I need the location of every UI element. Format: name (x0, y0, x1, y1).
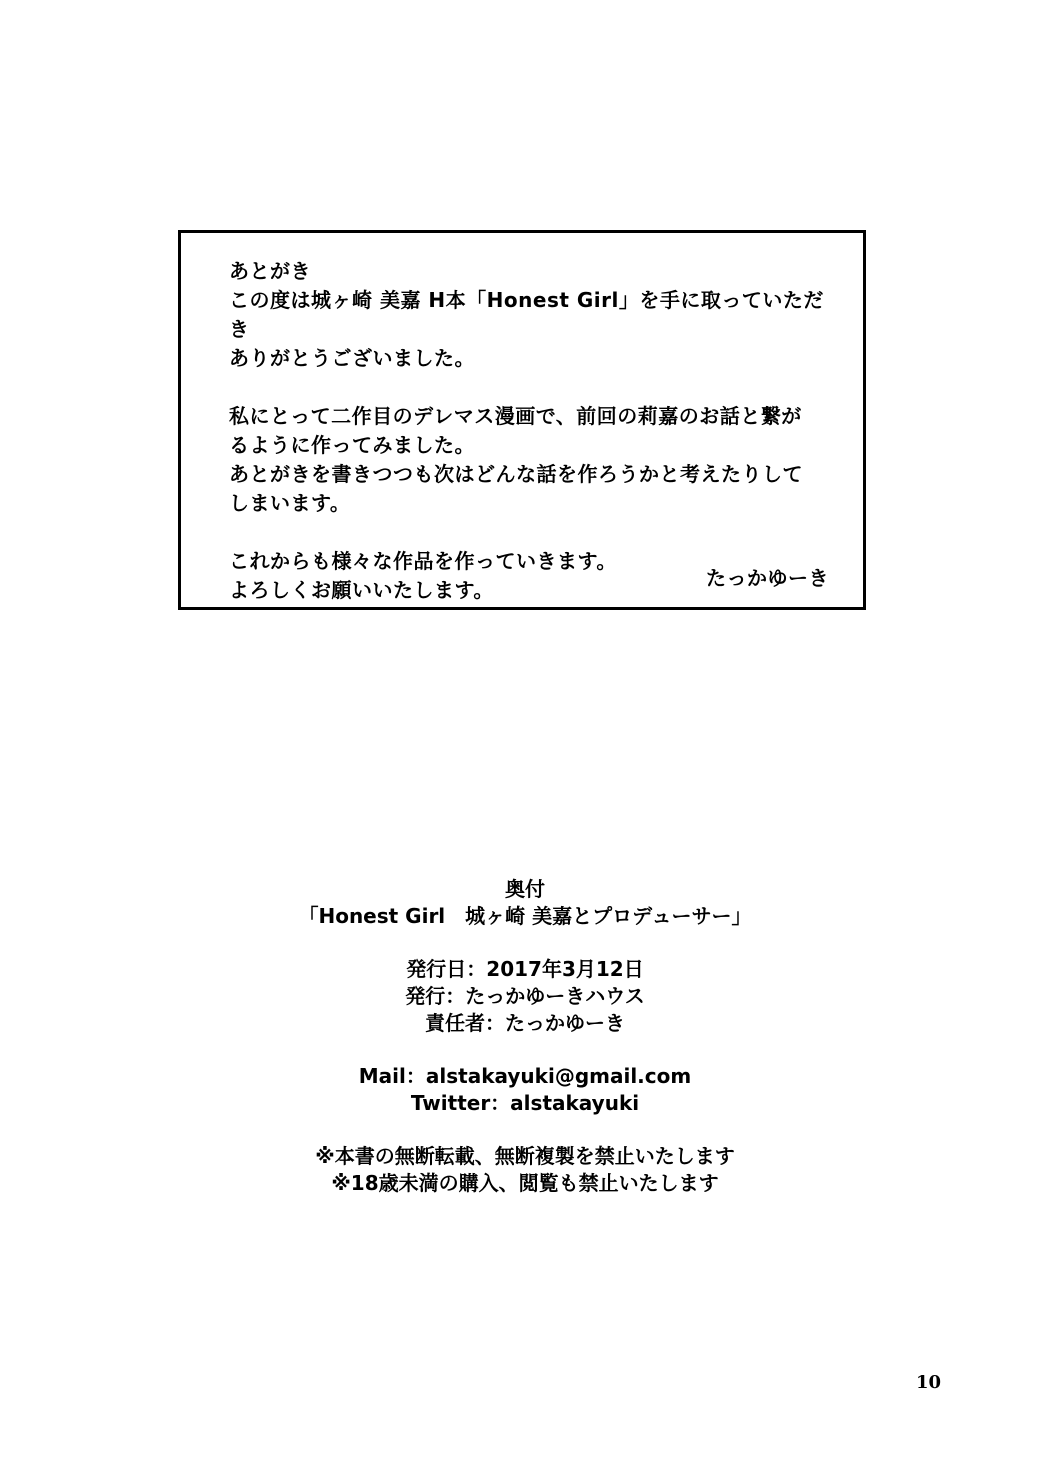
afterword-text (229, 257, 839, 605)
afterword-line: 私にとって二作目のデレマス漫画で、前回の莉嘉のお話と繋が (229, 404, 802, 428)
contact-mail: Mail：alstakayuki@gmail.com (358, 1064, 692, 1088)
colophon (0, 876, 1050, 1197)
colophon-gap (0, 930, 1050, 956)
contact-twitter: Twitter：alstakayuki (410, 1091, 640, 1115)
colophon-title: 「Honest Girl 城ヶ崎 美嘉とプロデューサー」 (298, 904, 752, 928)
publish-date: 発行日：2017年3月12日 (406, 957, 644, 981)
paragraph-gap (229, 518, 839, 547)
afterword-line: この度は城ヶ崎 美嘉 H本「Honest Girl」を手に取っていただき (229, 288, 824, 341)
afterword-signature: たっかゆーき (706, 566, 829, 590)
afterword-line: るように作ってみました。 (229, 433, 475, 457)
age-restriction-notice: ※18歳未満の購入、閲覧も禁止いたします (331, 1171, 719, 1195)
page-number: 10 (916, 1372, 942, 1393)
publisher: 発行：たっかゆーきハウス (405, 984, 645, 1008)
paragraph-gap (229, 373, 839, 402)
afterword-line: よろしくお願いいたします。 (229, 578, 494, 602)
colophon-gap (0, 1117, 1050, 1143)
colophon-gap (0, 1037, 1050, 1063)
colophon-heading: 奥付 (505, 877, 545, 901)
afterword-box (178, 230, 866, 610)
copyright-notice: ※本書の無断転載、無断複製を禁止いたします (315, 1144, 735, 1168)
afterword-line: これからも様々な作品を作っていきます。 (229, 549, 617, 573)
afterword-heading: あとがき (229, 259, 311, 283)
responsible-person: 責任者：たっかゆーき (425, 1011, 625, 1035)
afterword-line: ありがとうございました。 (229, 346, 475, 370)
afterword-line: あとがきを書きつつも次はどんな話を作ろうかと考えたりして (229, 462, 803, 486)
afterword-line: しまいます。 (229, 491, 351, 515)
